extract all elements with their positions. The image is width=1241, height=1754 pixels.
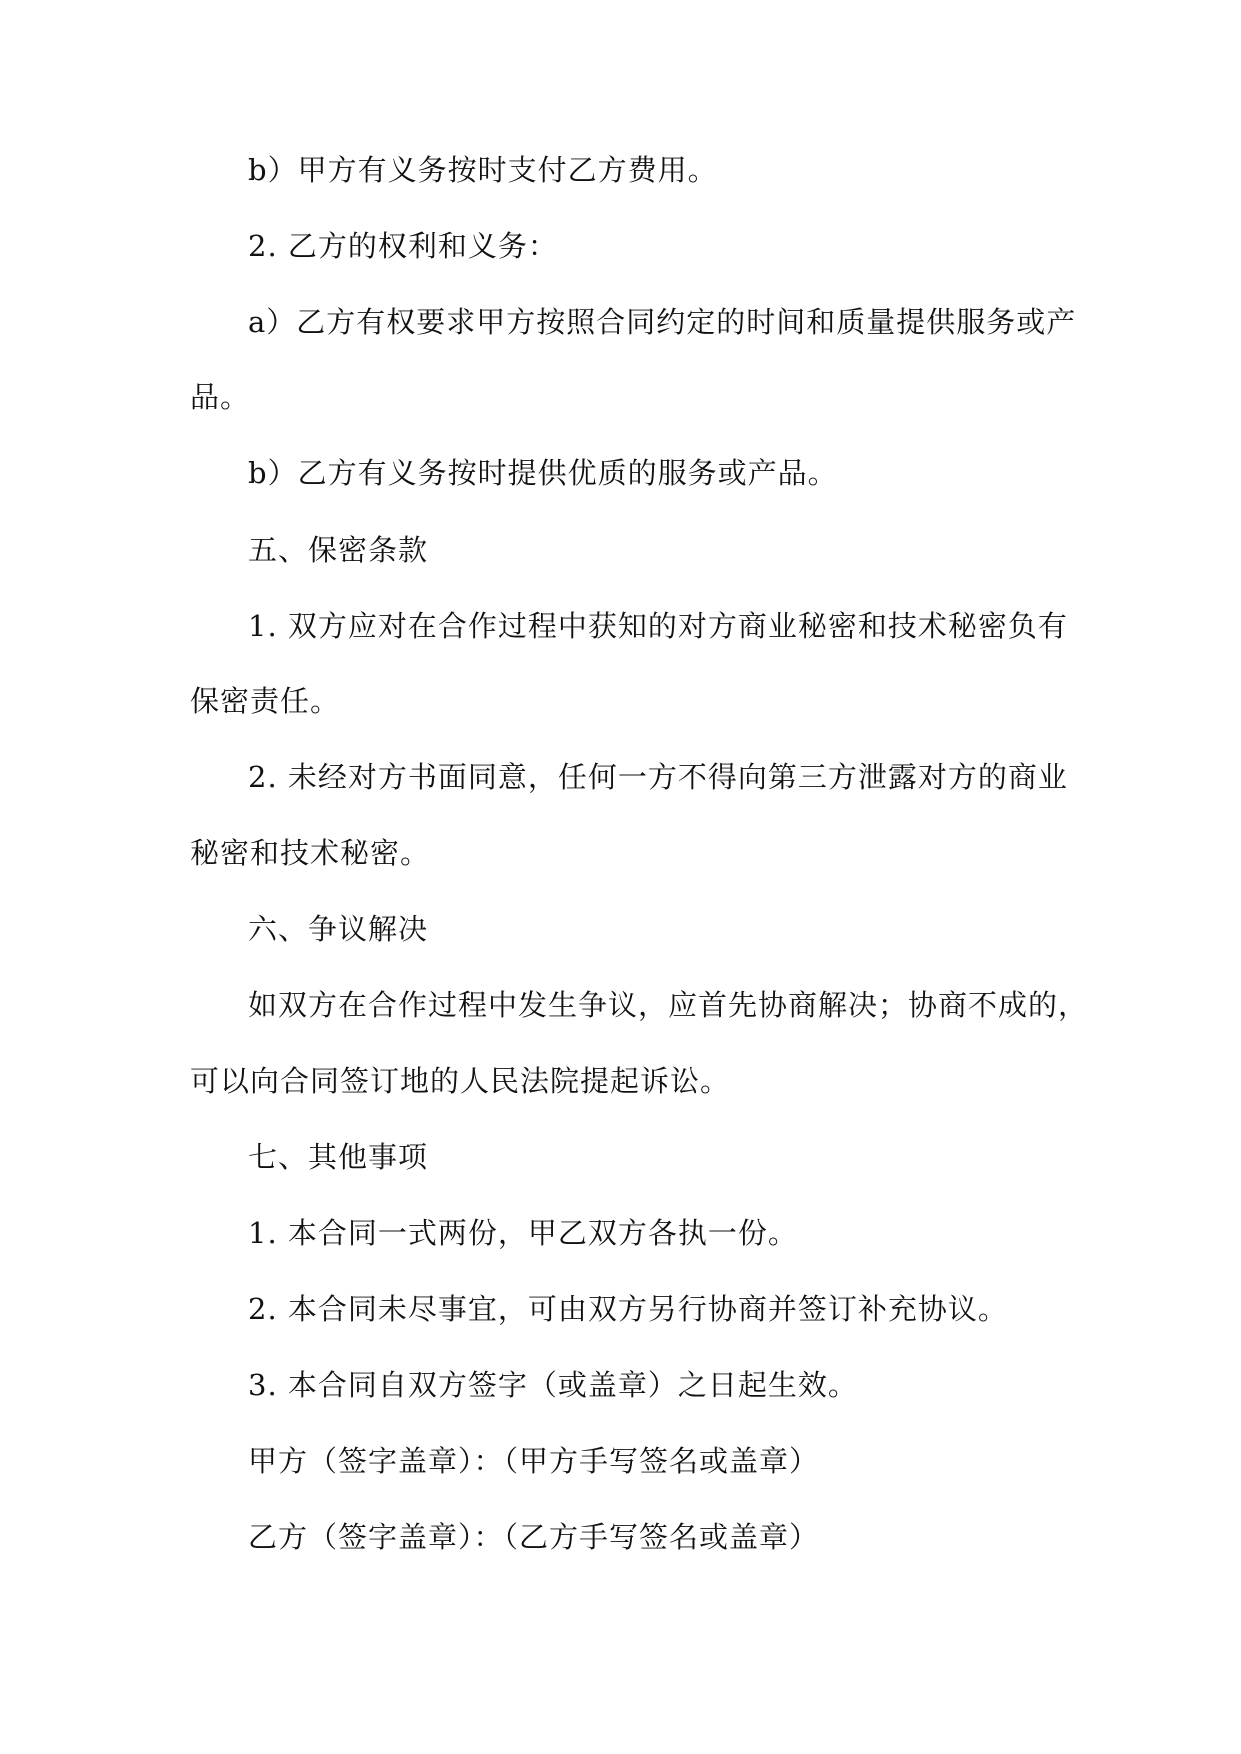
section-6-heading: 六、争议解决 xyxy=(248,912,429,946)
clause-4-1-b: b）甲方有义务按时支付乙方费用。 xyxy=(248,153,718,187)
section-7-heading: 七、其他事项 xyxy=(248,1140,429,1174)
clause-4-2-a-line-1: a）乙方有权要求甲方按照合同约定的时间和质量提供服务或产 xyxy=(248,305,1077,339)
section-6-body-line-2: 可以向合同签订地的人民法院提起诉讼。 xyxy=(190,1064,731,1098)
clause-7-1: 1. 本合同一式两份，甲乙双方各执一份。 xyxy=(248,1216,798,1250)
clause-7-3: 3. 本合同自双方签字（或盖章）之日起生效。 xyxy=(248,1368,858,1402)
clause-4-2-b: b）乙方有义务按时提供优质的服务或产品。 xyxy=(248,456,838,490)
section-6-body-line-1: 如双方在合作过程中发生争议，应首先协商解决；协商不成的， xyxy=(248,988,1089,1022)
clause-5-1-line-2: 保密责任。 xyxy=(190,684,341,718)
clause-4-2-heading: 2. 乙方的权利和义务： xyxy=(248,229,558,263)
clause-7-2: 2. 本合同未尽事宜，可由双方另行协商并签订补充协议。 xyxy=(248,1292,1008,1326)
party-a-signature-line: 甲方（签字盖章）：（甲方手写签名或盖章） xyxy=(248,1444,820,1478)
section-5-heading: 五、保密条款 xyxy=(248,533,429,567)
party-b-signature-line: 乙方（签字盖章）：（乙方手写签名或盖章） xyxy=(248,1520,820,1554)
clause-5-2-line-1: 2. 未经对方书面同意，任何一方不得向第三方泄露对方的商业 xyxy=(248,760,1068,794)
clause-4-2-a-line-2: 品。 xyxy=(190,380,251,414)
clause-5-2-line-2: 秘密和技术秘密。 xyxy=(190,836,431,870)
clause-5-1-line-1: 1. 双方应对在合作过程中获知的对方商业秘密和技术秘密负有 xyxy=(248,609,1068,643)
